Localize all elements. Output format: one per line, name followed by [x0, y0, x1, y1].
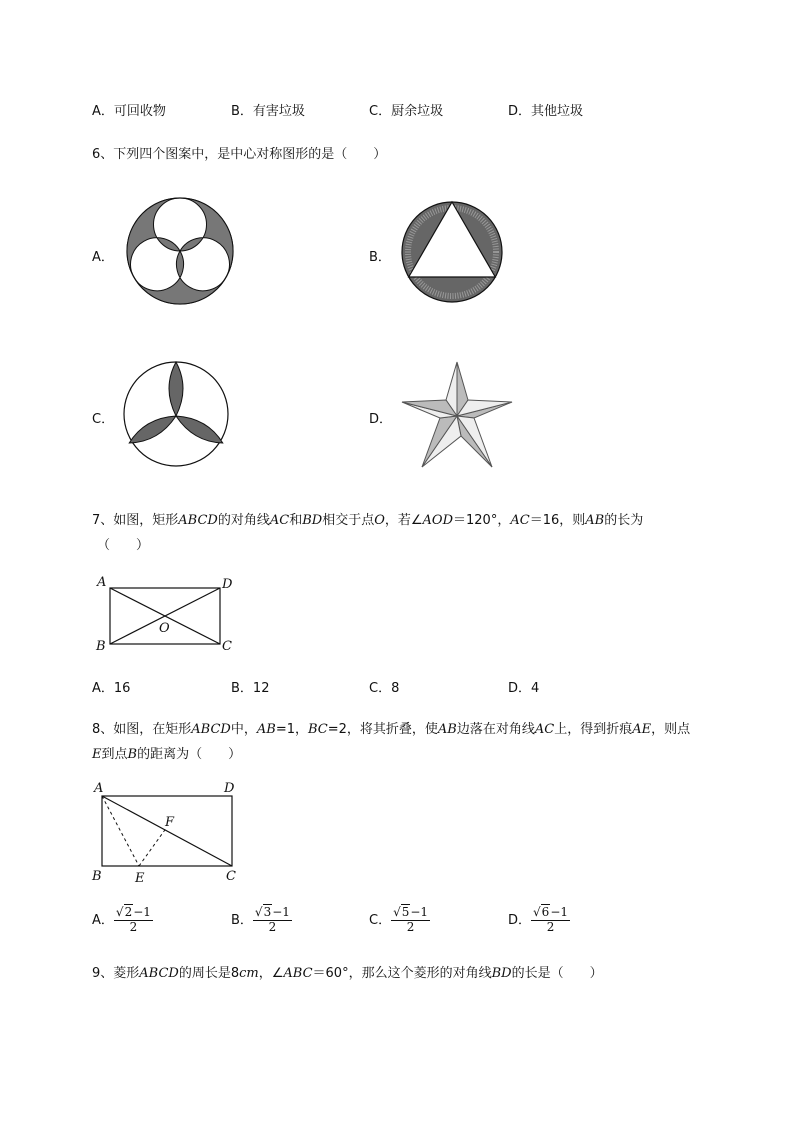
q7-label-d: D: [222, 577, 233, 592]
q7-option-b: B．12: [231, 681, 270, 696]
q8-label-c: C: [226, 869, 236, 884]
q7-option-a: A．16: [92, 681, 131, 696]
q8-label-f: F: [165, 815, 175, 830]
q7-option-d: D．4: [508, 681, 540, 696]
q6-figure-c-petals: [122, 360, 230, 468]
q8-label-a: A: [94, 781, 104, 796]
q6-label-d: D．: [369, 412, 393, 427]
q8-option-a: A． $\frac{√2-1}{2}$: [92, 905, 151, 934]
q5-option-d: D．其他垃圾: [508, 104, 584, 119]
q5-option-a: A．可回收物: [92, 104, 166, 119]
q7-label-o: O: [159, 621, 170, 636]
q6-label-c: C．: [92, 412, 115, 427]
q6-figure-a-swirl: [124, 195, 236, 307]
q8-label-b: B: [92, 869, 102, 884]
q8-figure-fold: [90, 778, 240, 886]
q7-answer-paren: （ ）: [97, 538, 150, 553]
q8-option-c: C． $\frac{√5-1}{2}$: [369, 905, 429, 934]
q5-option-c: C．厨余垃圾: [369, 104, 444, 119]
q7-label-b: B: [96, 639, 106, 654]
q6-figure-b-triangle: [400, 200, 504, 304]
q5-option-b: B．有害垃圾: [231, 104, 305, 119]
q7-label-a: A: [97, 575, 107, 590]
q7-stem: 7、如图，矩形ABCD的对角线AC和BD相交于点O，若∠AOD＝120°，AC＝16，则AB的长为: [92, 513, 644, 528]
q8-label-d: D: [224, 781, 235, 796]
q6-figure-d-star: [400, 360, 514, 470]
q8-stem-line2: E到点B的距离为（ ）: [92, 747, 242, 762]
q6-label-b: B．: [369, 250, 391, 265]
q7-figure-rectangle: [92, 570, 242, 656]
q8-option-b: B． $\frac{√3-1}{2}$: [231, 905, 290, 934]
q8-label-e: E: [135, 871, 145, 886]
q7-label-c: C: [222, 639, 232, 654]
q8-option-d: D． $\frac{√6-1}{2}$: [508, 905, 569, 934]
q8-stem-line1: 8、如图，在矩形ABCD中，AB=1，BC=2，将其折叠，使AB边落在对角线AC上，得到折痕AE，则点: [92, 722, 691, 737]
q9-stem: 9、菱形ABCD的周长是8cm，∠ABC＝60°，那么这个菱形的对角线BD的长是（ ）: [92, 966, 603, 981]
q6-stem: 6、下列四个图案中，是中心对称图形的是（ ）: [92, 147, 387, 162]
q7-option-c: C．8: [369, 681, 400, 696]
q6-label-a: A．: [92, 250, 114, 265]
